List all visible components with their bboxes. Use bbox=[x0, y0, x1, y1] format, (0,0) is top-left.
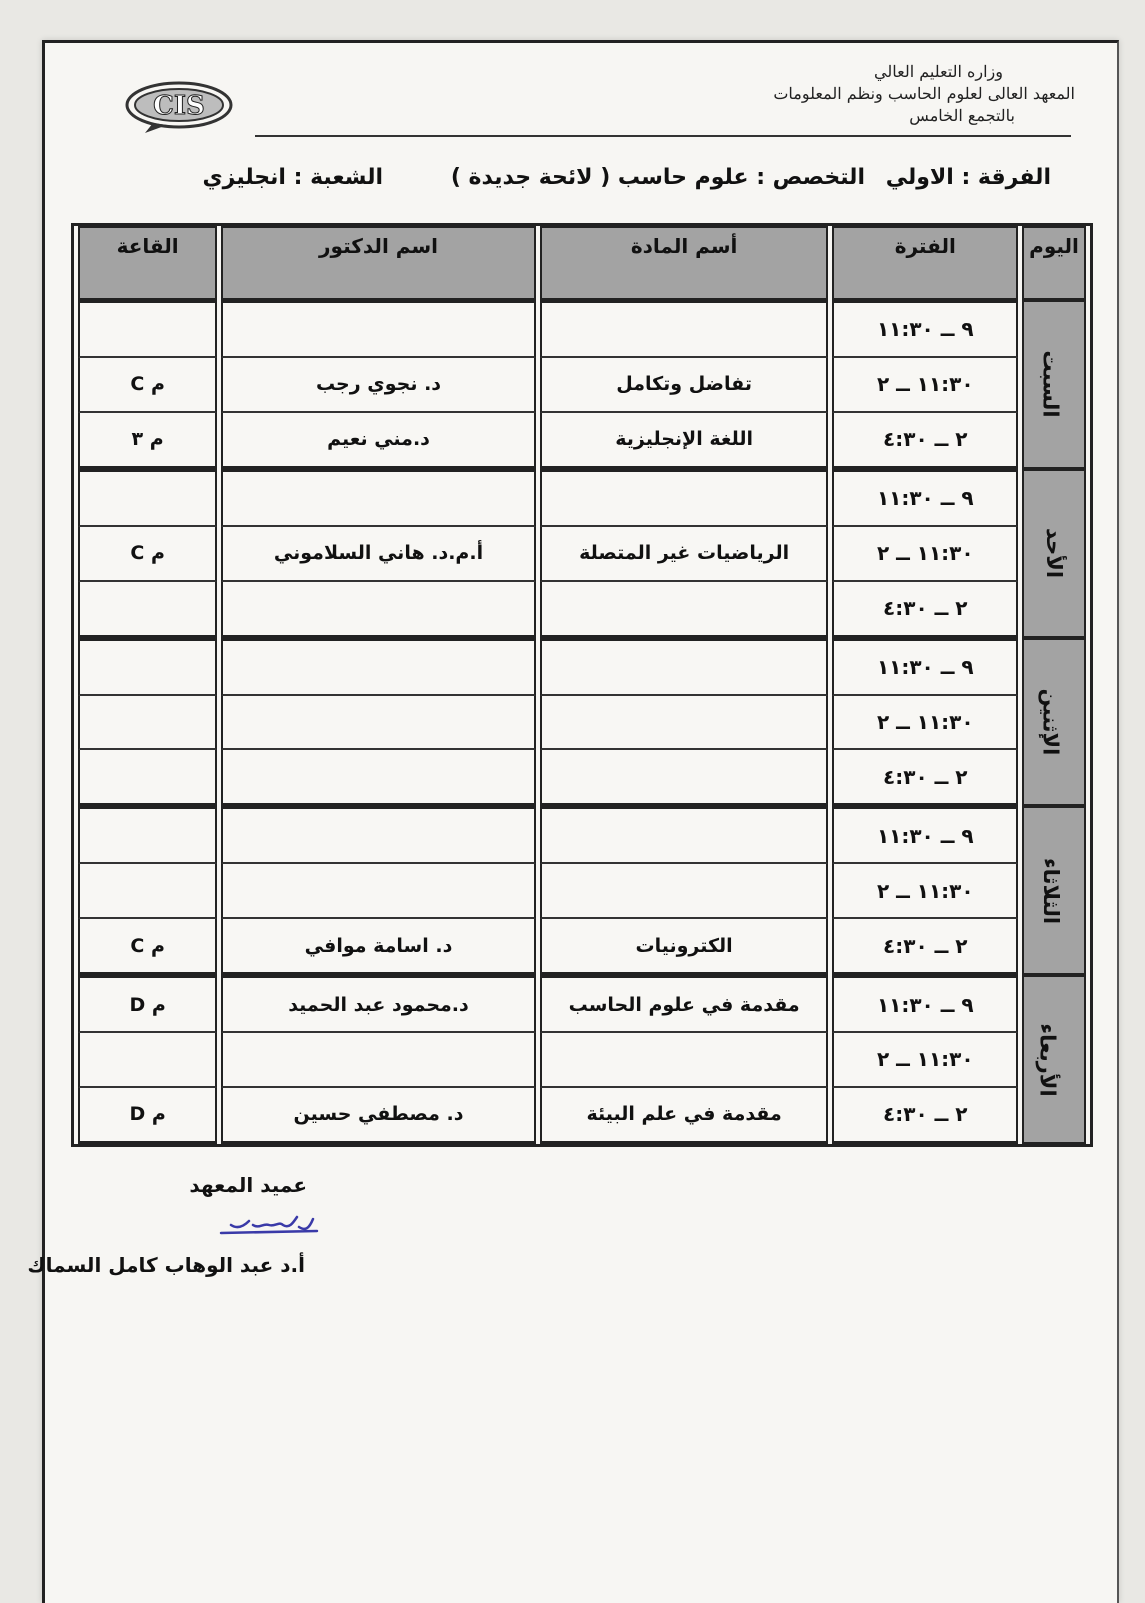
room-cell: م D bbox=[78, 1088, 217, 1144]
subject-cell bbox=[540, 469, 829, 527]
period-cell: ١١:٣٠ ــ ٢ bbox=[832, 358, 1018, 413]
period-cell: ١١:٣٠ ــ ٢ bbox=[832, 696, 1018, 751]
room-cell bbox=[78, 864, 217, 919]
table-row bbox=[78, 750, 1086, 806]
room-cell: م D bbox=[78, 975, 217, 1033]
location-line: بالتجمع الخامس bbox=[909, 106, 1015, 125]
room-cell bbox=[78, 1033, 217, 1088]
table-row bbox=[78, 413, 1086, 469]
dean-title: عميد المعهد bbox=[189, 1173, 307, 1197]
room-cell: م C bbox=[78, 919, 217, 975]
room-cell: م ٣ bbox=[78, 413, 217, 469]
doctor-cell bbox=[221, 1033, 536, 1088]
period-cell: ٩ ــ ١١:٣٠ bbox=[832, 469, 1018, 527]
day-cell bbox=[1022, 806, 1086, 975]
subject-cell bbox=[540, 1033, 829, 1088]
table-row bbox=[78, 1033, 1086, 1088]
header-doctor: اسم الدكتور bbox=[221, 226, 536, 300]
subject-cell: مقدمة في علوم الحاسب bbox=[540, 975, 829, 1033]
subject-cell bbox=[540, 300, 829, 358]
subject-cell bbox=[540, 696, 829, 751]
room-cell bbox=[78, 696, 217, 751]
table-row bbox=[78, 638, 1086, 696]
header-subject: أسم المادة bbox=[540, 226, 829, 300]
table-row bbox=[78, 300, 1086, 358]
room-cell bbox=[78, 469, 217, 527]
table-header-row bbox=[78, 226, 1086, 300]
subject-cell bbox=[540, 806, 829, 864]
room-cell: م C bbox=[78, 527, 217, 582]
period-cell: ٢ ــ ٤:٣٠ bbox=[832, 750, 1018, 806]
table-row bbox=[78, 1088, 1086, 1144]
institute-header bbox=[655, 61, 1075, 127]
table-row bbox=[78, 582, 1086, 638]
dean-signature bbox=[213, 1209, 323, 1237]
day-cell bbox=[1022, 300, 1086, 469]
subject-cell: تفاضل وتكامل bbox=[540, 358, 829, 413]
institute-line: المعهد العالى لعلوم الحاسب ونظم المعلومات bbox=[773, 84, 1075, 103]
specialization-label: التخصص : علوم حاسب ( لائحة جديدة ) bbox=[450, 165, 865, 190]
level-label: الفرقة : الاولي bbox=[885, 165, 1051, 190]
period-cell: ٢ ــ ٤:٣٠ bbox=[832, 919, 1018, 975]
table-row bbox=[78, 469, 1086, 527]
subject-cell bbox=[540, 864, 829, 919]
doctor-cell: د.محمود عبد الحميد bbox=[221, 975, 536, 1033]
dean-name: أ.د عبد الوهاب كامل السماك bbox=[27, 1253, 305, 1277]
room-cell: م C bbox=[78, 358, 217, 413]
table-row bbox=[78, 806, 1086, 864]
division-label: الشعبة : انجليزي bbox=[202, 165, 383, 190]
period-cell: ٢ ــ ٤:٣٠ bbox=[832, 1088, 1018, 1144]
day-cell bbox=[1022, 975, 1086, 1144]
period-cell: ٩ ــ ١١:٣٠ bbox=[832, 806, 1018, 864]
schedule-table bbox=[71, 223, 1093, 1147]
doctor-cell bbox=[221, 582, 536, 638]
day-name: الأربعاء bbox=[1035, 1022, 1060, 1097]
day-name: الثلاثاء bbox=[1038, 857, 1063, 924]
doctor-cell bbox=[221, 469, 536, 527]
cis-logo bbox=[123, 79, 235, 135]
table-row bbox=[78, 919, 1086, 975]
period-cell: ٩ ــ ١١:٣٠ bbox=[832, 975, 1018, 1033]
period-cell: ٩ ــ ١١:٣٠ bbox=[832, 300, 1018, 358]
doctor-cell: د. نجوي رجب bbox=[221, 358, 536, 413]
subject-cell: اللغة الإنجليزية bbox=[540, 413, 829, 469]
subject-cell: الرياضيات غير المتصلة bbox=[540, 527, 829, 582]
header-period: الفترة bbox=[832, 226, 1018, 300]
svg-text:CIS: CIS bbox=[153, 91, 205, 121]
period-cell: ١١:٣٠ ــ ٢ bbox=[832, 1033, 1018, 1088]
table-row bbox=[78, 527, 1086, 582]
day-name: السبت bbox=[1038, 350, 1063, 419]
doctor-cell bbox=[221, 300, 536, 358]
period-cell: ٩ ــ ١١:٣٠ bbox=[832, 638, 1018, 696]
day-cell bbox=[1022, 469, 1086, 638]
subject-cell bbox=[540, 582, 829, 638]
doctor-cell bbox=[221, 750, 536, 806]
table-row bbox=[78, 975, 1086, 1033]
subject-cell: مقدمة في علم البيئة bbox=[540, 1088, 829, 1144]
header-room: القاعة bbox=[78, 226, 217, 300]
doctor-cell bbox=[221, 806, 536, 864]
subject-cell: الكترونيات bbox=[540, 919, 829, 975]
subject-cell bbox=[540, 638, 829, 696]
table-row bbox=[78, 696, 1086, 751]
subject-cell bbox=[540, 750, 829, 806]
period-cell: ١١:٣٠ ــ ٢ bbox=[832, 864, 1018, 919]
day-cell bbox=[1022, 638, 1086, 807]
doctor-cell bbox=[221, 696, 536, 751]
doctor-cell bbox=[221, 864, 536, 919]
document-sheet bbox=[27, 40, 1119, 1603]
room-cell bbox=[78, 582, 217, 638]
period-cell: ١١:٣٠ ــ ٢ bbox=[832, 527, 1018, 582]
period-cell: ٢ ــ ٤:٣٠ bbox=[832, 582, 1018, 638]
doctor-cell: د.مني نعيم bbox=[221, 413, 536, 469]
room-cell bbox=[78, 750, 217, 806]
header-day: اليوم bbox=[1022, 226, 1086, 300]
day-name: الإثنين bbox=[1038, 688, 1063, 756]
room-cell bbox=[78, 806, 217, 864]
ministry-line: وزاره التعليم العالي bbox=[874, 62, 1003, 81]
doctor-cell: أ.م.د. هاني السلاموني bbox=[221, 527, 536, 582]
doctor-cell: د. اسامة موافي bbox=[221, 919, 536, 975]
doctor-cell: د. مصطفي حسين bbox=[221, 1088, 536, 1144]
period-cell: ٢ ــ ٤:٣٠ bbox=[832, 413, 1018, 469]
doctor-cell bbox=[221, 638, 536, 696]
day-name: الأحد bbox=[1042, 528, 1067, 579]
table-row bbox=[78, 358, 1086, 413]
header-divider bbox=[255, 135, 1071, 137]
room-cell bbox=[78, 638, 217, 696]
table-row bbox=[78, 864, 1086, 919]
room-cell bbox=[78, 300, 217, 358]
